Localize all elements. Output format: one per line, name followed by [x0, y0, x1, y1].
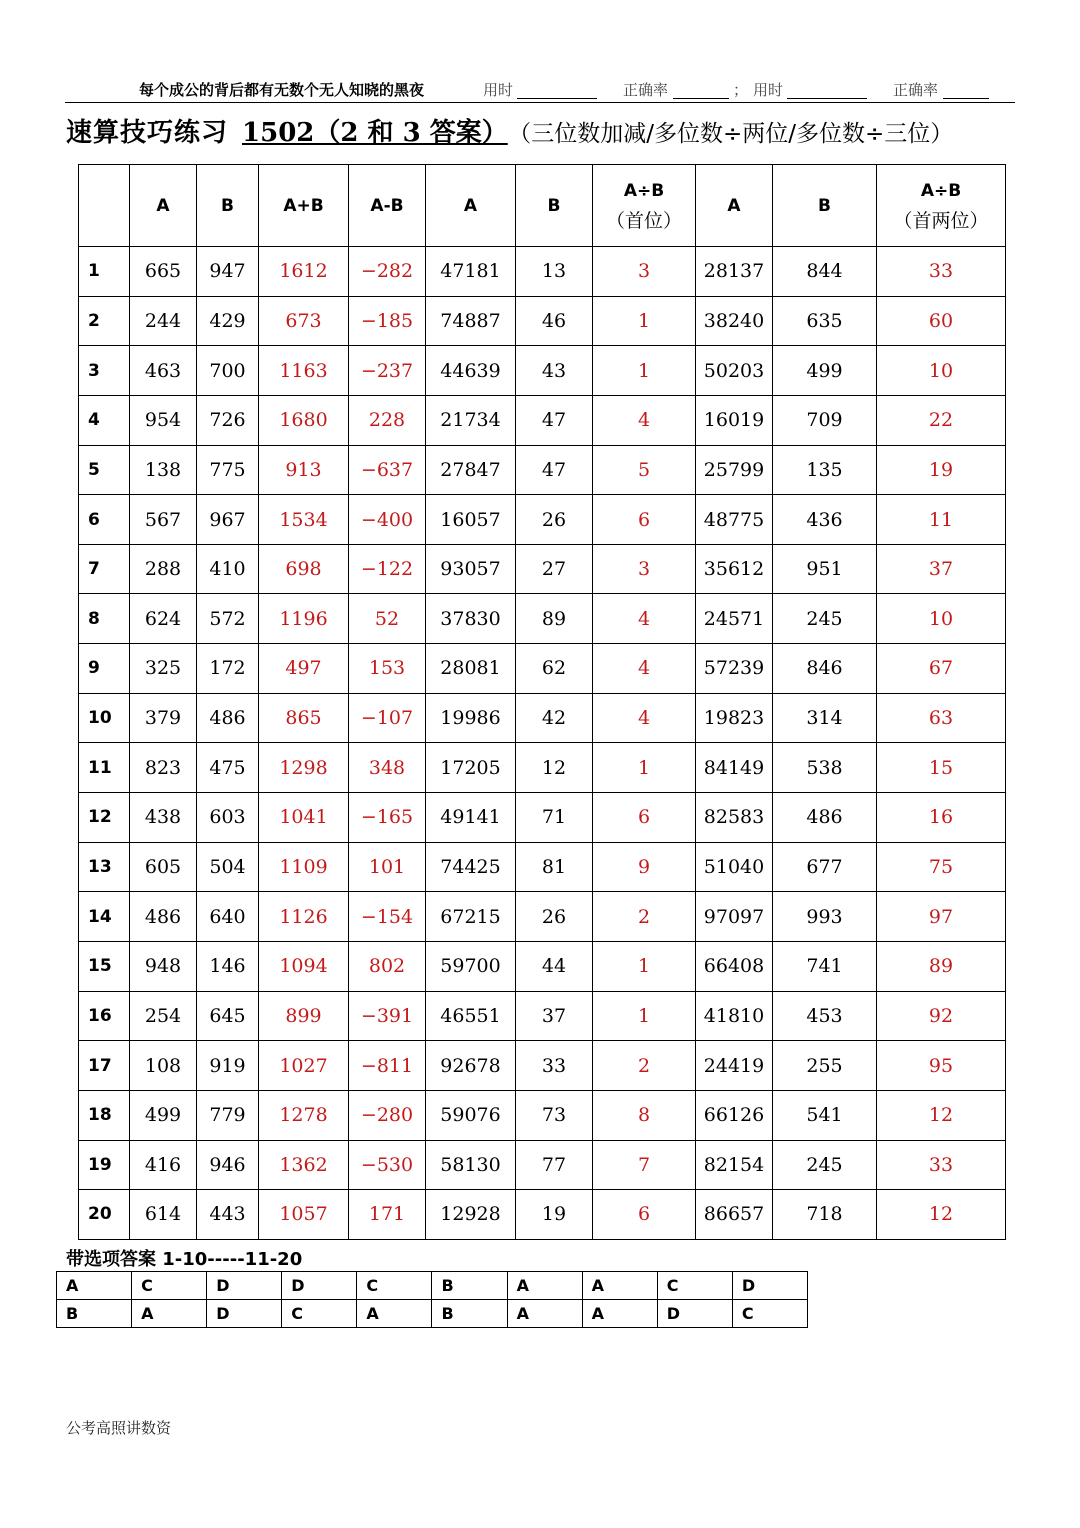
cell-div-first-two-digits-answer: 11 — [877, 495, 1006, 545]
cell-row-index: 11 — [79, 743, 130, 793]
cell-b-3: 741 — [773, 941, 877, 991]
cell-div-first-two-digits-answer: 97 — [877, 892, 1006, 942]
footer-credit: 公考高照讲数资 — [66, 1419, 172, 1437]
cell-a-2: 59700 — [426, 941, 516, 991]
exercise-table-body — [79, 247, 1006, 1240]
cell-b-1: 700 — [197, 346, 259, 396]
cell-div-first-two-digits-answer: 16 — [877, 793, 1006, 843]
cell-a-3: 24571 — [696, 594, 773, 644]
time-label-1: 用时 — [483, 81, 514, 99]
cell-diff-answer: −154 — [349, 892, 426, 942]
cell-a-2: 37830 — [426, 594, 516, 644]
cell-div-first-two-digits-answer: 33 — [877, 1140, 1006, 1190]
cell-b-1: 947 — [197, 247, 259, 297]
cell-b-2: 27 — [516, 544, 593, 594]
cell-sum-answer: 1362 — [259, 1140, 349, 1190]
cell-b-1: 146 — [197, 941, 259, 991]
cell-a-2: 28081 — [426, 644, 516, 694]
options-answer-table — [56, 1271, 808, 1328]
table-row — [79, 991, 1006, 1041]
cell-b-3: 486 — [773, 793, 877, 843]
cell-b-1: 572 — [197, 594, 259, 644]
cell-b-3: 538 — [773, 743, 877, 793]
cell-b-3: 453 — [773, 991, 877, 1041]
cell-a-3: 19823 — [696, 693, 773, 743]
cell-b-3: 245 — [773, 1140, 877, 1190]
cell-b-1: 410 — [197, 544, 259, 594]
cell-a-3: 41810 — [696, 991, 773, 1041]
cell-a-1: 379 — [130, 693, 197, 743]
cell-row-index: 20 — [79, 1190, 130, 1240]
cell-a-2: 74887 — [426, 296, 516, 346]
cell-a-1: 438 — [130, 793, 197, 843]
cell-a-2: 74425 — [426, 842, 516, 892]
option-answer-cell: D — [657, 1300, 732, 1328]
cell-b-1: 946 — [197, 1140, 259, 1190]
accuracy-label-1: 正确率 — [623, 81, 669, 99]
cell-row-index: 16 — [79, 991, 130, 1041]
cell-diff-answer: −400 — [349, 495, 426, 545]
cell-a-2: 16057 — [426, 495, 516, 545]
cell-sum-answer: 1109 — [259, 842, 349, 892]
cell-div-first-two-digits-answer: 10 — [877, 346, 1006, 396]
option-answer-cell: C — [657, 1272, 732, 1300]
cell-b-1: 640 — [197, 892, 259, 942]
cell-sum-answer: 865 — [259, 693, 349, 743]
cell-div-first-digit-answer: 4 — [593, 395, 696, 445]
option-answer-cell: D — [282, 1272, 357, 1300]
cell-div-first-digit-answer: 4 — [593, 644, 696, 694]
cell-a-3: 66408 — [696, 941, 773, 991]
table-row — [79, 842, 1006, 892]
cell-div-first-digit-answer: 4 — [593, 693, 696, 743]
option-answer-cell: D — [207, 1300, 282, 1328]
cell-b-1: 726 — [197, 395, 259, 445]
cell-a-2: 17205 — [426, 743, 516, 793]
header-diff: A-B — [349, 165, 426, 247]
table-row — [79, 594, 1006, 644]
cell-b-1: 603 — [197, 793, 259, 843]
cell-a-1: 954 — [130, 395, 197, 445]
cell-a-2: 49141 — [426, 793, 516, 843]
cell-div-first-two-digits-answer: 10 — [877, 594, 1006, 644]
cell-div-first-two-digits-answer: 67 — [877, 644, 1006, 694]
cell-b-3: 709 — [773, 395, 877, 445]
cell-row-index: 9 — [79, 644, 130, 694]
cell-div-first-digit-answer: 1 — [593, 941, 696, 991]
cell-b-2: 26 — [516, 495, 593, 545]
cell-a-2: 93057 — [426, 544, 516, 594]
table-row — [79, 1041, 1006, 1091]
table-row — [79, 395, 1006, 445]
cell-div-first-digit-answer: 1 — [593, 743, 696, 793]
table-header-row — [79, 165, 1006, 247]
cell-div-first-digit-answer: 4 — [593, 594, 696, 644]
table-row — [79, 247, 1006, 297]
cell-a-3: 50203 — [696, 346, 773, 396]
cell-b-1: 645 — [197, 991, 259, 1041]
cell-div-first-digit-answer: 6 — [593, 495, 696, 545]
cell-b-3: 314 — [773, 693, 877, 743]
cell-a-2: 92678 — [426, 1041, 516, 1091]
header-div-first-two-digits-label: A÷B — [920, 180, 962, 201]
option-answer-cell: D — [207, 1272, 282, 1300]
cell-a-1: 416 — [130, 1140, 197, 1190]
cell-b-2: 26 — [516, 892, 593, 942]
option-answer-cell: A — [132, 1300, 207, 1328]
cell-diff-answer: −185 — [349, 296, 426, 346]
cell-a-3: 28137 — [696, 247, 773, 297]
cell-b-2: 81 — [516, 842, 593, 892]
table-row — [79, 693, 1006, 743]
cell-row-index: 5 — [79, 445, 130, 495]
cell-b-3: 436 — [773, 495, 877, 545]
header-div-first-digit-sub: （首位） — [605, 209, 682, 232]
time-label-2: 用时 — [753, 81, 784, 99]
cell-b-1: 775 — [197, 445, 259, 495]
cell-row-index: 2 — [79, 296, 130, 346]
cell-a-1: 567 — [130, 495, 197, 545]
option-answer-cell: B — [432, 1272, 507, 1300]
cell-a-2: 59076 — [426, 1090, 516, 1140]
cell-a-1: 948 — [130, 941, 197, 991]
cell-div-first-two-digits-answer: 22 — [877, 395, 1006, 445]
cell-div-first-digit-answer: 1 — [593, 346, 696, 396]
cell-a-2: 58130 — [426, 1140, 516, 1190]
table-row — [79, 941, 1006, 991]
cell-a-3: 57239 — [696, 644, 773, 694]
cell-b-2: 47 — [516, 445, 593, 495]
cell-sum-answer: 1094 — [259, 941, 349, 991]
option-answer-cell: A — [57, 1272, 132, 1300]
options-answer-body — [57, 1272, 808, 1328]
cell-a-2: 21734 — [426, 395, 516, 445]
table-row — [79, 495, 1006, 545]
cell-b-3: 951 — [773, 544, 877, 594]
option-answer-cell: C — [282, 1300, 357, 1328]
cell-div-first-digit-answer: 2 — [593, 892, 696, 942]
cell-div-first-digit-answer: 5 — [593, 445, 696, 495]
cell-a-3: 16019 — [696, 395, 773, 445]
cell-div-first-digit-answer: 9 — [593, 842, 696, 892]
cell-a-2: 44639 — [426, 346, 516, 396]
cell-div-first-digit-answer: 3 — [593, 247, 696, 297]
cell-b-1: 475 — [197, 743, 259, 793]
cell-sum-answer: 899 — [259, 991, 349, 1041]
header-b-2: B — [516, 165, 593, 247]
cell-row-index: 14 — [79, 892, 130, 942]
cell-sum-answer: 1041 — [259, 793, 349, 843]
accuracy-label-2: 正确率 — [893, 81, 939, 99]
table-row — [79, 892, 1006, 942]
cell-b-3: 245 — [773, 594, 877, 644]
option-answer-cell: A — [357, 1300, 432, 1328]
cell-b-1: 486 — [197, 693, 259, 743]
option-answer-cell: A — [582, 1272, 657, 1300]
cell-a-1: 486 — [130, 892, 197, 942]
title-main: 速算技巧练习 — [66, 118, 229, 148]
cell-row-index: 15 — [79, 941, 130, 991]
header-a-1: A — [130, 165, 197, 247]
cell-sum-answer: 698 — [259, 544, 349, 594]
cell-div-first-two-digits-answer: 12 — [877, 1090, 1006, 1140]
cell-a-3: 82154 — [696, 1140, 773, 1190]
option-answer-cell: D — [732, 1272, 807, 1300]
cell-a-1: 325 — [130, 644, 197, 694]
table-row — [79, 445, 1006, 495]
cell-a-1: 244 — [130, 296, 197, 346]
cell-div-first-two-digits-answer: 37 — [877, 544, 1006, 594]
cell-sum-answer: 1278 — [259, 1090, 349, 1140]
cell-b-1: 779 — [197, 1090, 259, 1140]
option-answer-cell: B — [432, 1300, 507, 1328]
header-sum: A+B — [259, 165, 349, 247]
cell-div-first-two-digits-answer: 89 — [877, 941, 1006, 991]
cell-div-first-two-digits-answer: 19 — [877, 445, 1006, 495]
cell-diff-answer: 228 — [349, 395, 426, 445]
cell-a-3: 84149 — [696, 743, 773, 793]
cell-b-3: 677 — [773, 842, 877, 892]
cell-b-2: 89 — [516, 594, 593, 644]
cell-a-2: 27847 — [426, 445, 516, 495]
cell-b-3: 846 — [773, 644, 877, 694]
cell-a-2: 46551 — [426, 991, 516, 1041]
cell-row-index: 3 — [79, 346, 130, 396]
cell-b-3: 499 — [773, 346, 877, 396]
cell-b-1: 504 — [197, 842, 259, 892]
header-a-2: A — [426, 165, 516, 247]
cell-b-2: 19 — [516, 1190, 593, 1240]
cell-a-3: 35612 — [696, 544, 773, 594]
cell-a-1: 605 — [130, 842, 197, 892]
cell-a-1: 624 — [130, 594, 197, 644]
title-subtitle: （三位数加减/多位数÷两位/多位数÷三位） — [519, 121, 954, 147]
table-row — [79, 1090, 1006, 1140]
table-row — [79, 743, 1006, 793]
cell-diff-answer: −165 — [349, 793, 426, 843]
header-div-first-two-digits-sub: （首两位） — [893, 209, 989, 232]
page-header — [65, 74, 1015, 103]
cell-diff-answer: −811 — [349, 1041, 426, 1091]
cell-div-first-digit-answer: 7 — [593, 1140, 696, 1190]
cell-sum-answer: 497 — [259, 644, 349, 694]
cell-div-first-two-digits-answer: 95 — [877, 1041, 1006, 1091]
cell-a-1: 823 — [130, 743, 197, 793]
cell-diff-answer: −237 — [349, 346, 426, 396]
cell-a-2: 67215 — [426, 892, 516, 942]
cell-a-3: 24419 — [696, 1041, 773, 1091]
cell-row-index: 18 — [79, 1090, 130, 1140]
cell-sum-answer: 673 — [259, 296, 349, 346]
cell-diff-answer: −122 — [349, 544, 426, 594]
cell-row-index: 7 — [79, 544, 130, 594]
cell-diff-answer: −107 — [349, 693, 426, 743]
header-b-1: B — [197, 165, 259, 247]
cell-a-2: 47181 — [426, 247, 516, 297]
cell-row-index: 12 — [79, 793, 130, 843]
cell-b-3: 135 — [773, 445, 877, 495]
cell-a-1: 665 — [130, 247, 197, 297]
cell-sum-answer: 1057 — [259, 1190, 349, 1240]
header-div-first-two-digits — [877, 165, 1006, 247]
cell-a-3: 97097 — [696, 892, 773, 942]
option-answer-cell: C — [732, 1300, 807, 1328]
cell-b-3: 635 — [773, 296, 877, 346]
cell-b-2: 44 — [516, 941, 593, 991]
cell-row-index: 10 — [79, 693, 130, 743]
cell-b-2: 62 — [516, 644, 593, 694]
cell-a-2: 12928 — [426, 1190, 516, 1240]
cell-row-index: 1 — [79, 247, 130, 297]
cell-a-3: 66126 — [696, 1090, 773, 1140]
cell-row-index: 6 — [79, 495, 130, 545]
table-row — [79, 1190, 1006, 1240]
cell-diff-answer: 171 — [349, 1190, 426, 1240]
cell-b-3: 541 — [773, 1090, 877, 1140]
cell-div-first-two-digits-answer: 92 — [877, 991, 1006, 1041]
cell-b-2: 46 — [516, 296, 593, 346]
cell-b-2: 42 — [516, 693, 593, 743]
header-b-3: B — [773, 165, 877, 247]
options-row — [57, 1272, 808, 1300]
cell-row-index: 13 — [79, 842, 130, 892]
cell-a-1: 254 — [130, 991, 197, 1041]
table-row — [79, 544, 1006, 594]
table-row — [79, 644, 1006, 694]
cell-b-2: 37 — [516, 991, 593, 1041]
cell-sum-answer: 1126 — [259, 892, 349, 942]
table-row — [79, 296, 1006, 346]
cell-sum-answer: 1163 — [259, 346, 349, 396]
cell-b-2: 77 — [516, 1140, 593, 1190]
cell-div-first-two-digits-answer: 12 — [877, 1190, 1006, 1240]
cell-a-1: 138 — [130, 445, 197, 495]
cell-diff-answer: 101 — [349, 842, 426, 892]
cell-sum-answer: 913 — [259, 445, 349, 495]
cell-div-first-digit-answer: 8 — [593, 1090, 696, 1140]
cell-a-1: 614 — [130, 1190, 197, 1240]
cell-diff-answer: −280 — [349, 1090, 426, 1140]
cell-b-3: 255 — [773, 1041, 877, 1091]
cell-b-2: 71 — [516, 793, 593, 843]
exercise-table — [78, 164, 1006, 1240]
cell-row-index: 8 — [79, 594, 130, 644]
cell-div-first-digit-answer: 2 — [593, 1041, 696, 1091]
cell-row-index: 19 — [79, 1140, 130, 1190]
cell-div-first-digit-answer: 3 — [593, 544, 696, 594]
cell-b-2: 12 — [516, 743, 593, 793]
cell-a-3: 25799 — [696, 445, 773, 495]
cell-div-first-two-digits-answer: 15 — [877, 743, 1006, 793]
cell-a-1: 463 — [130, 346, 197, 396]
cell-b-2: 33 — [516, 1041, 593, 1091]
cell-a-3: 51040 — [696, 842, 773, 892]
page-title — [66, 112, 1046, 152]
cell-div-first-two-digits-answer: 33 — [877, 247, 1006, 297]
cell-a-3: 48775 — [696, 495, 773, 545]
table-row — [79, 793, 1006, 843]
cell-sum-answer: 1298 — [259, 743, 349, 793]
cell-b-2: 73 — [516, 1090, 593, 1140]
option-answer-cell: B — [57, 1300, 132, 1328]
title-code: 1502（2 和 3 答案） — [242, 118, 508, 148]
cell-b-1: 172 — [197, 644, 259, 694]
header-separator: ； — [733, 81, 749, 99]
table-row — [79, 346, 1006, 396]
cell-diff-answer: 348 — [349, 743, 426, 793]
cell-sum-answer: 1612 — [259, 247, 349, 297]
cell-row-index: 4 — [79, 395, 130, 445]
cell-b-1: 443 — [197, 1190, 259, 1240]
header-index — [79, 165, 130, 247]
cell-sum-answer: 1027 — [259, 1041, 349, 1091]
cell-b-2: 47 — [516, 395, 593, 445]
cell-a-1: 499 — [130, 1090, 197, 1140]
cell-div-first-digit-answer: 1 — [593, 991, 696, 1041]
cell-b-3: 718 — [773, 1190, 877, 1240]
cell-div-first-two-digits-answer: 60 — [877, 296, 1006, 346]
option-answer-cell: A — [507, 1300, 582, 1328]
cell-a-3: 82583 — [696, 793, 773, 843]
options-label: 带选项答案 1-10-----11-20 — [66, 1249, 303, 1270]
cell-b-2: 13 — [516, 247, 593, 297]
table-row — [79, 1140, 1006, 1190]
cell-b-1: 919 — [197, 1041, 259, 1091]
cell-diff-answer: 52 — [349, 594, 426, 644]
cell-b-3: 844 — [773, 247, 877, 297]
header-div-first-digit-label: A÷B — [623, 180, 665, 201]
cell-a-1: 108 — [130, 1041, 197, 1091]
option-answer-cell: C — [132, 1272, 207, 1300]
cell-a-3: 86657 — [696, 1190, 773, 1240]
cell-div-first-digit-answer: 6 — [593, 793, 696, 843]
cell-div-first-two-digits-answer: 63 — [877, 693, 1006, 743]
cell-b-1: 429 — [197, 296, 259, 346]
header-div-first-digit — [593, 165, 696, 247]
cell-diff-answer: −637 — [349, 445, 426, 495]
cell-div-first-two-digits-answer: 75 — [877, 842, 1006, 892]
cell-diff-answer: −391 — [349, 991, 426, 1041]
cell-sum-answer: 1534 — [259, 495, 349, 545]
cell-div-first-digit-answer: 6 — [593, 1190, 696, 1240]
cell-sum-answer: 1680 — [259, 395, 349, 445]
cell-a-2: 19986 — [426, 693, 516, 743]
cell-a-3: 38240 — [696, 296, 773, 346]
cell-diff-answer: 153 — [349, 644, 426, 694]
option-answer-cell: A — [582, 1300, 657, 1328]
cell-row-index: 17 — [79, 1041, 130, 1091]
cell-diff-answer: 802 — [349, 941, 426, 991]
option-answer-cell: C — [357, 1272, 432, 1300]
motto: 每个成公的背后都有无数个无人知晓的黑夜 — [139, 81, 425, 99]
cell-diff-answer: −282 — [349, 247, 426, 297]
option-answer-cell: A — [507, 1272, 582, 1300]
options-row — [57, 1300, 808, 1328]
header-a-3: A — [696, 165, 773, 247]
cell-sum-answer: 1196 — [259, 594, 349, 644]
cell-b-3: 993 — [773, 892, 877, 942]
cell-b-2: 43 — [516, 346, 593, 396]
cell-diff-answer: −530 — [349, 1140, 426, 1190]
cell-b-1: 967 — [197, 495, 259, 545]
cell-div-first-digit-answer: 1 — [593, 296, 696, 346]
cell-a-1: 288 — [130, 544, 197, 594]
